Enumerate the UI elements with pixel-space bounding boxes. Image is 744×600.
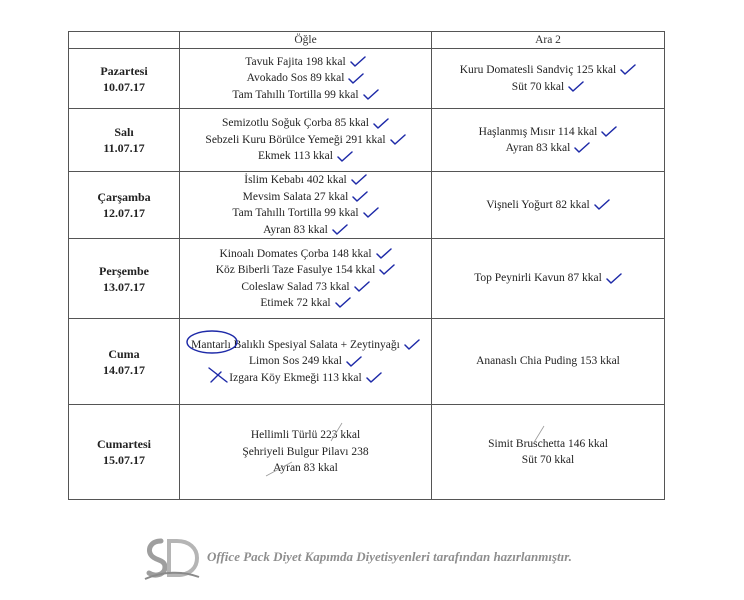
day-row (69, 49, 665, 109)
checkmark-icon (335, 297, 351, 309)
meal-item: Mantarlı Balıklı Spesiyal Salata + Zeytinyağı (191, 338, 400, 351)
snack-cell (432, 405, 665, 500)
checkmark-icon (606, 273, 622, 285)
snack-cell (432, 319, 665, 405)
meal-item: Haşlanmış Mısır 114 kkal (478, 125, 598, 138)
day-cell (69, 109, 180, 172)
checkmark-icon (390, 134, 406, 146)
snack-cell (432, 49, 665, 109)
meal-item: Süt 70 kkal (511, 80, 565, 93)
header-snack: Ara 2 (432, 32, 665, 49)
checkmark-icon (366, 372, 382, 384)
checkmark-icon (594, 199, 610, 211)
day-date: 14.07.17 (103, 362, 145, 377)
day-name: Pazartesi (100, 63, 148, 78)
checkmark-icon (337, 151, 353, 163)
day-date: 13.07.17 (103, 279, 145, 294)
day-row (69, 319, 665, 405)
checkmark-icon (373, 118, 389, 130)
meal-item: Ayran 83 kkal (505, 142, 571, 154)
meal-item: Tam Tahıllı Tortilla 99 kkal (232, 207, 359, 219)
day-date: 12.07.17 (103, 206, 145, 220)
lunch-cell (180, 172, 432, 239)
day-date: 11.07.17 (103, 141, 145, 155)
footer (143, 535, 643, 581)
meal-item: Top Peynirli Kavun 87 kkal (474, 272, 602, 285)
checkmark-icon (620, 64, 636, 76)
day-name: Çarşamba (97, 190, 151, 204)
checkmark-icon (376, 248, 392, 260)
lunch-cell (180, 239, 432, 319)
meal-item: Süt 70 kkal (521, 454, 575, 466)
lunch-cell (180, 109, 432, 172)
meal-item: Tavuk Fajita 198 kkal (245, 55, 346, 68)
meal-item: İslim Kebabı 402 kkal (244, 174, 347, 186)
checkmark-icon (363, 207, 379, 219)
day-cell (69, 239, 180, 319)
snack-cell (432, 239, 665, 319)
checkmark-icon (346, 356, 362, 368)
meal-item: Simit Bruschetta 146 kkal (488, 437, 608, 450)
company-logo-icon (143, 535, 201, 581)
day-row (69, 109, 665, 172)
checkmark-icon (350, 56, 366, 68)
checkmark-icon (348, 73, 364, 85)
meal-item: Köz Biberli Taze Fasulye 154 kkal (215, 264, 376, 276)
meal-item: Ayran 83 kkal (273, 462, 338, 475)
meal-item: Ekmek 113 kkal (258, 150, 333, 163)
footer-text: Office Pack Diyet Kapımda Diyetisyenleri tarafından hazırlanmıştır. (207, 549, 572, 564)
header-day (69, 32, 180, 49)
checkmark-icon (404, 339, 420, 351)
day-name: Cumartesi (97, 437, 151, 451)
snack-cell (432, 109, 665, 172)
meal-item: Mevsim Salata 27 kkal (242, 190, 349, 203)
meal-item: Ananaslı Chia Puding 153 kkal (476, 355, 620, 368)
snack-cell (432, 172, 665, 239)
meal-item: Şehriyeli Bulgur Pilavı 238 (242, 445, 369, 458)
day-name: Salı (114, 125, 134, 139)
day-cell (69, 405, 180, 500)
checkmark-icon (332, 224, 348, 236)
checkmark-icon (354, 281, 370, 293)
meal-item: Limon Sos 249 kkal (249, 355, 342, 368)
day-cell (69, 49, 180, 109)
checkmark-icon (379, 264, 395, 276)
day-row (69, 239, 665, 319)
day-date: 10.07.17 (103, 79, 145, 94)
meal-item: Vişneli Yoğurt 82 kkal (486, 198, 590, 211)
meal-item: Kinoalı Domates Çorba 148 kkal (219, 247, 372, 260)
meal-item-circled (191, 337, 400, 354)
meal-item: Sebzeli Kuru Börülce Yemeği 291 kkal (205, 133, 386, 146)
meal-item: Ayran 83 kkal (263, 223, 328, 236)
checkmark-icon (574, 142, 590, 154)
lunch-cell (180, 319, 432, 405)
meal-item: Hellimli Türlü 223 kkal (250, 429, 361, 442)
checkmark-icon (363, 89, 379, 101)
meal-item: Etimek 72 kkal (260, 297, 331, 309)
day-date: 15.07.17 (103, 453, 145, 467)
meal-item: Kuru Domatesli Sandviç 125 kkal (459, 64, 617, 76)
day-cell (69, 319, 180, 405)
day-row (69, 172, 665, 239)
header-lunch: Öğle (180, 32, 432, 49)
meal-item: Coleslaw Salad 73 kkal (241, 280, 350, 293)
day-row (69, 405, 665, 500)
meal-item: Semizotlu Soğuk Çorba 85 kkal (222, 117, 369, 130)
lunch-cell (180, 49, 432, 109)
meal-item: Izgara Köy Ekmeği 113 kkal (229, 371, 362, 384)
day-name: Perşembe (99, 263, 149, 278)
checkmark-icon (568, 81, 584, 93)
header-row (69, 32, 665, 49)
meal-item: Avokado Sos 89 kkal (246, 72, 345, 85)
day-name: Cuma (108, 346, 140, 361)
checkmark-icon (351, 174, 367, 186)
meal-item: Tam Tahıllı Tortilla 99 kkal (232, 88, 359, 101)
checkmark-icon (352, 191, 368, 203)
lunch-cell (180, 405, 432, 500)
day-cell (69, 172, 180, 239)
checkmark-icon (601, 126, 617, 138)
meal-item-crossed (229, 370, 361, 387)
meal-plan-table (68, 31, 665, 500)
